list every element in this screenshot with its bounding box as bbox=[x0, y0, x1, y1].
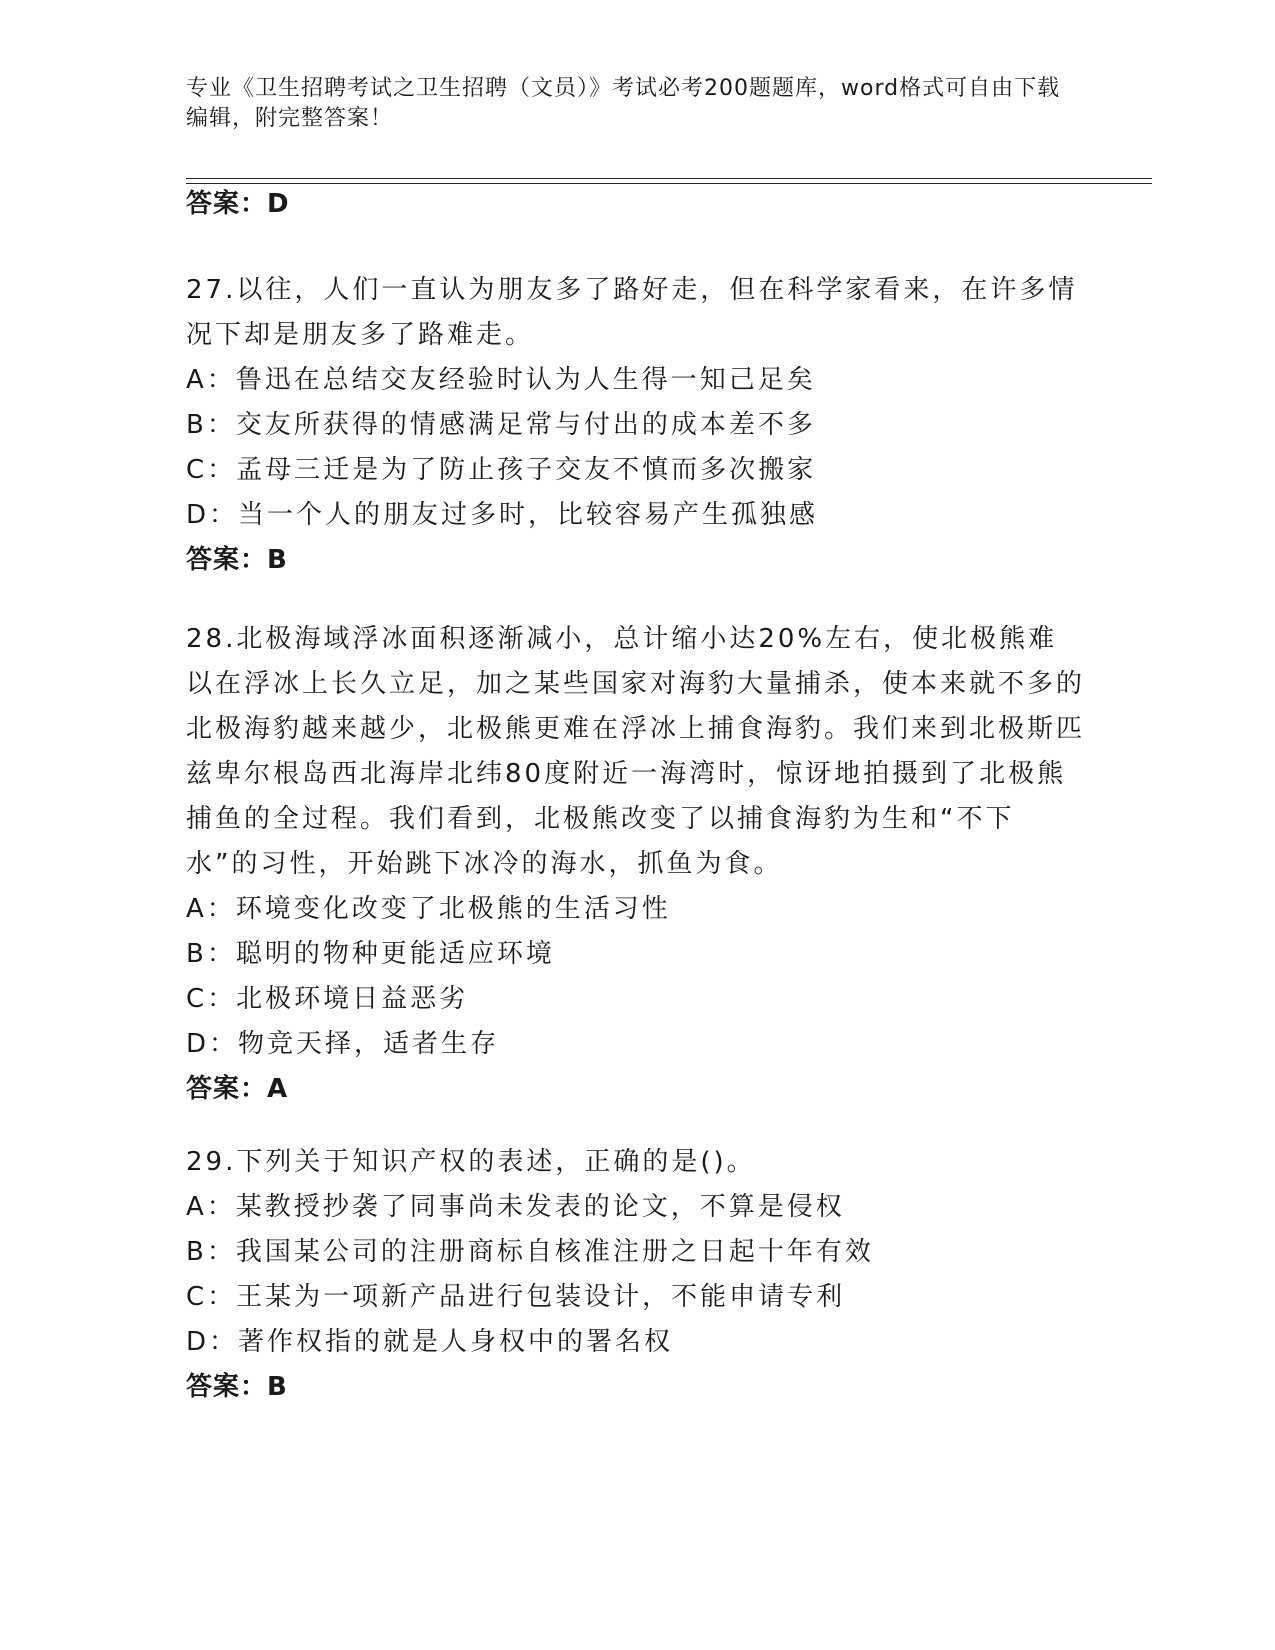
answer-line: 答案：B bbox=[186, 1372, 288, 1402]
answer-line: 答案：B bbox=[186, 545, 288, 575]
answer-line: 答案：D bbox=[186, 189, 290, 219]
option-d: D：物竞天择，适者生存 bbox=[186, 1029, 500, 1059]
answer-line: 答案：A bbox=[186, 1074, 289, 1104]
option-b: B：聪明的物种更能适应环境 bbox=[186, 939, 555, 969]
question-28 bbox=[186, 617, 1086, 1112]
option-c: C：王某为一项新产品进行包装设计，不能申请专利 bbox=[186, 1282, 846, 1312]
option-a: A：某教授抄袭了同事尚未发表的论文，不算是侵权 bbox=[186, 1192, 845, 1222]
option-b: B：我国某公司的注册商标自核准注册之日起十年有效 bbox=[186, 1237, 874, 1267]
option-d: D：著作权指的就是人身权中的署名权 bbox=[186, 1327, 674, 1357]
question-29 bbox=[186, 1140, 1086, 1410]
option-a: A：环境变化改变了北极熊的生活习性 bbox=[186, 894, 671, 924]
header-rule-top bbox=[186, 178, 1152, 179]
question-stem: 29.下列关于知识产权的表述，正确的是()。 bbox=[186, 1147, 756, 1177]
option-c: C：孟母三迁是为了防止孩子交友不慎而多次搬家 bbox=[186, 455, 817, 485]
option-b: B：交友所获得的情感满足常与付出的成本差不多 bbox=[186, 410, 816, 440]
document-header: 专业《卫生招聘考试之卫生招聘（文员）》考试必考200题题库，word格式可自由下载编辑，附完整答案！ bbox=[186, 76, 1061, 131]
question-stem: 27.以往，人们一直认为朋友多了路好走，但在科学家看来，在许多情况下却是朋友多了路难走。 bbox=[186, 275, 1078, 350]
question-stem: 28.北极海域浮冰面积逐渐减小，总计缩小达20%左右，使北极熊难以在浮冰上长久立足，加之某些国家对海豹大量捕杀，使本来就不多的北极海豹越来越少，北极熊更难在浮冰上捕食海豹。我们来到北极斯匹兹卑尔根岛西北海岸北纬80度附近一海湾时，惊讶地拍摄到了北极熊捕鱼的全过程。我们看到，北极熊改变了以捕食海豹为生和“不下水”的习性，开始跳下冰冷的海水，抓鱼为食。 bbox=[186, 624, 1086, 879]
option-d: D：当一个人的朋友过多时，比较容易产生孤独感 bbox=[186, 500, 819, 530]
header-rule-bottom bbox=[186, 183, 1152, 184]
option-c: C：北极环境日益恶劣 bbox=[186, 984, 469, 1014]
question-27 bbox=[186, 268, 1086, 583]
option-a: A：鲁迅在总结交友经验时认为人生得一知己足矣 bbox=[186, 365, 816, 395]
